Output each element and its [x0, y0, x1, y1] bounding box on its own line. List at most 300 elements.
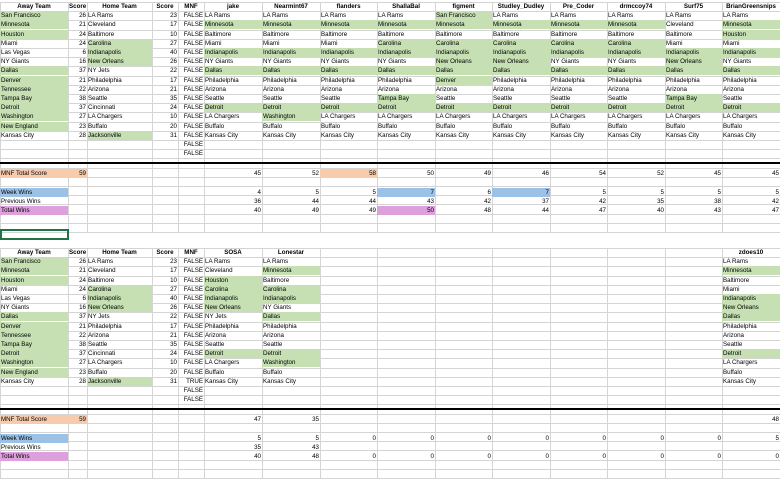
mnf-flag[interactable]: FALSE	[183, 359, 203, 367]
player-pick[interactable]: Philadelphia	[205, 322, 239, 330]
player-pick[interactable]: Detroit	[492, 103, 550, 112]
player-pick[interactable]: Indianapolis	[320, 48, 377, 57]
mnf-total-label[interactable]: MNF Total Score	[0, 415, 68, 424]
player-pick[interactable]: Detroit	[377, 103, 435, 112]
player-pick[interactable]: Buffalo	[436, 122, 456, 130]
mnf-flag[interactable]: FALSE	[183, 58, 203, 66]
player-pick[interactable]: Baltimore	[263, 276, 290, 284]
player-mnf-score[interactable]: 45	[254, 169, 261, 177]
player-pick[interactable]: Arizona	[205, 331, 226, 339]
player-pick[interactable]: Miami	[723, 39, 740, 47]
previous-wins-label[interactable]: Previous Wins	[1, 444, 41, 452]
header-mnf[interactable]: MNF	[184, 249, 198, 256]
player-pick[interactable]: Buffalo	[263, 122, 283, 130]
away-score[interactable]: 37	[79, 350, 86, 358]
player-pick[interactable]: LA Rams	[551, 12, 577, 20]
player-pick[interactable]: Detroit	[262, 103, 320, 112]
away-team[interactable]: Detroit	[0, 103, 68, 112]
player-pick[interactable]: Detroit	[262, 349, 320, 358]
player-total-wins[interactable]: 47	[599, 207, 606, 215]
home-score[interactable]: 17	[170, 322, 177, 330]
player-pick[interactable]: Indianapolis	[377, 48, 435, 57]
player-mnf-score[interactable]: 35	[312, 415, 319, 423]
home-team[interactable]: NY Jets	[88, 67, 110, 75]
player-pick[interactable]: Minnesota	[492, 20, 550, 29]
home-team[interactable]: Baltimore	[88, 276, 115, 284]
player-pick[interactable]: Baltimore	[436, 30, 463, 38]
player-week-wins[interactable]: 0	[372, 435, 376, 442]
away-team[interactable]: Tennessee	[0, 331, 68, 340]
away-score[interactable]: 22	[79, 85, 86, 93]
player-pick[interactable]: Indianapolis	[722, 48, 780, 57]
away-team[interactable]: Las Vegas	[1, 49, 30, 56]
away-team[interactable]: Tampa Bay	[0, 340, 68, 349]
player-mnf-score[interactable]: 47	[254, 415, 261, 423]
total-wins-label[interactable]: Total Wins	[0, 452, 68, 461]
mnf-flag[interactable]: FALSE	[183, 21, 203, 29]
home-score[interactable]: 24	[170, 104, 177, 112]
player-total-wins[interactable]: 49	[312, 207, 319, 215]
header-player[interactable]: Lonestar	[277, 249, 305, 256]
player-mnf-score[interactable]	[492, 415, 550, 424]
home-score[interactable]: 17	[170, 76, 177, 84]
player-pick[interactable]: Minnesota	[607, 20, 665, 29]
player-pick[interactable]: Miami	[723, 285, 740, 293]
home-score[interactable]: 26	[170, 304, 177, 312]
player-previous-wins[interactable]: 44	[312, 198, 319, 206]
player-pick[interactable]: Kansas City	[263, 131, 297, 139]
home-team[interactable]: Arizona	[88, 85, 109, 93]
player-pick[interactable]: LA Rams	[608, 12, 634, 20]
player-pick[interactable]: Buffalo	[205, 368, 225, 376]
player-previous-wins[interactable]: 42	[772, 198, 779, 206]
player-pick[interactable]: Indianapolis	[607, 48, 665, 57]
player-pick[interactable]: Kansas City	[723, 131, 757, 139]
home-team[interactable]: Cleveland	[88, 267, 116, 275]
player-pick[interactable]: Arizona	[666, 85, 687, 93]
player-mnf-score[interactable]	[550, 415, 607, 424]
player-week-wins[interactable]: 0	[487, 435, 491, 442]
home-score[interactable]: 22	[170, 313, 177, 321]
header-mnf[interactable]: MNF	[184, 3, 198, 10]
header-score[interactable]: Score	[69, 249, 87, 256]
away-team[interactable]: New England	[0, 368, 68, 377]
home-team[interactable]: Buffalo	[88, 368, 108, 376]
home-score[interactable]: 17	[170, 21, 177, 29]
player-pick[interactable]: New Orleans	[204, 303, 262, 312]
player-pick[interactable]: Dallas	[607, 66, 665, 75]
player-previous-wins[interactable]: 44	[369, 198, 376, 206]
player-pick[interactable]: NY Giants	[263, 304, 292, 312]
player-pick[interactable]: Minnesota	[722, 266, 780, 275]
player-pick[interactable]: New Orleans	[435, 57, 492, 66]
home-team[interactable]: Buffalo	[88, 122, 108, 130]
player-week-wins[interactable]: 5	[775, 435, 779, 442]
player-pick[interactable]: Minnesota	[722, 20, 780, 29]
mnf-flag[interactable]: FALSE	[183, 285, 203, 293]
player-pick[interactable]: Miami	[263, 39, 280, 47]
player-pick[interactable]: Minnesota	[204, 20, 262, 29]
total-wins-label[interactable]: Total Wins	[0, 206, 68, 215]
player-pick[interactable]: LA Chargers	[608, 113, 643, 121]
player-pick[interactable]: Philadelphia	[723, 322, 757, 330]
header-home-team[interactable]: Home Team	[102, 3, 137, 10]
home-score[interactable]: 17	[170, 267, 177, 275]
player-mnf-score[interactable]: 48	[772, 415, 779, 423]
header-player[interactable]	[377, 248, 435, 257]
player-pick[interactable]: Philadelphia	[263, 76, 297, 84]
player-mnf-score[interactable]: 46	[542, 169, 549, 177]
player-pick[interactable]: Arizona	[263, 331, 284, 339]
away-score[interactable]: 6	[82, 295, 86, 302]
away-score[interactable]: 21	[79, 21, 86, 29]
player-pick[interactable]: Minnesota	[262, 266, 320, 275]
player-total-wins[interactable]: 40	[657, 207, 664, 215]
home-score[interactable]: 23	[170, 12, 177, 20]
header-player[interactable]: BrianGreensnips	[726, 3, 776, 10]
player-pick[interactable]: New Orleans	[665, 57, 722, 66]
player-pick[interactable]: Dallas	[722, 66, 780, 75]
player-previous-wins[interactable]: 38	[714, 198, 721, 206]
player-previous-wins[interactable]: 35	[254, 444, 261, 452]
mnf-flag[interactable]: FALSE	[183, 12, 203, 20]
player-pick[interactable]: Detroit	[607, 103, 665, 112]
player-mnf-score[interactable]: 49	[484, 169, 491, 177]
player-pick[interactable]: Buffalo	[608, 122, 628, 130]
player-pick[interactable]: LA Chargers	[723, 113, 758, 121]
player-week-wins[interactable]: 0	[602, 435, 606, 442]
player-pick[interactable]: Minnesota	[377, 20, 435, 29]
player-previous-wins[interactable]	[377, 443, 435, 452]
home-team[interactable]: Carolina	[87, 39, 152, 48]
player-pick[interactable]: Indianapolis	[262, 294, 320, 303]
player-pick[interactable]: Indianapolis	[722, 294, 780, 303]
player-pick[interactable]: Carolina	[550, 39, 607, 48]
player-pick[interactable]: Kansas City	[205, 131, 239, 139]
away-score[interactable]: 21	[79, 76, 86, 84]
header-score[interactable]: Score	[69, 3, 87, 10]
player-total-wins[interactable]: 47	[772, 207, 779, 215]
away-team[interactable]: New England	[0, 122, 68, 131]
mnf-flag[interactable]: FALSE	[183, 122, 203, 130]
player-pick[interactable]: Kansas City	[436, 131, 470, 139]
player-pick[interactable]: LA Rams	[205, 12, 231, 20]
away-team[interactable]: Kansas City	[1, 131, 35, 139]
away-score[interactable]: 27	[79, 113, 86, 121]
player-pick[interactable]: Kansas City	[551, 131, 585, 139]
header-player[interactable]: figment	[452, 3, 475, 10]
player-pick[interactable]: Philadelphia	[493, 76, 527, 84]
player-pick[interactable]: Baltimore	[263, 30, 290, 38]
player-pick[interactable]: Arizona	[723, 331, 744, 339]
player-pick[interactable]: Dallas	[665, 66, 722, 75]
player-pick[interactable]: New Orleans	[492, 57, 550, 66]
home-score[interactable]: 35	[170, 95, 177, 102]
player-pick[interactable]: Carolina	[607, 39, 665, 48]
away-score[interactable]: 38	[79, 95, 86, 102]
player-total-wins[interactable]: 0	[487, 453, 491, 461]
header-player[interactable]	[435, 248, 492, 257]
player-pick[interactable]: Kansas City	[205, 377, 239, 385]
home-score[interactable]: 21	[170, 85, 177, 93]
away-score[interactable]: 23	[79, 122, 86, 130]
mnf-flag[interactable]: FALSE	[183, 368, 203, 376]
mnf-flag[interactable]: FALSE	[183, 30, 203, 38]
player-week-wins[interactable]: 5	[315, 189, 319, 196]
home-team[interactable]: Cincinnati	[88, 104, 116, 112]
home-score[interactable]: 10	[170, 276, 177, 284]
player-pick[interactable]: Seattle	[551, 95, 571, 102]
player-previous-wins[interactable]: 37	[542, 198, 549, 206]
player-pick[interactable]: Detroit	[320, 103, 377, 112]
player-mnf-score[interactable]: 58	[320, 169, 377, 178]
home-team[interactable]: Cincinnati	[88, 350, 116, 358]
player-week-wins[interactable]: 5	[660, 189, 664, 196]
mnf-flag[interactable]: FALSE	[183, 104, 203, 112]
header-player[interactable]: Surf75	[683, 3, 704, 10]
player-pick[interactable]: LA Chargers	[551, 113, 586, 121]
away-team[interactable]: San Francisco	[0, 11, 68, 20]
header-player[interactable]	[550, 248, 607, 257]
player-pick[interactable]: Philadelphia	[723, 76, 757, 84]
player-total-wins[interactable]: 48	[312, 453, 319, 461]
home-team[interactable]: Indianapolis	[87, 48, 152, 57]
home-team[interactable]: Jacksonville	[87, 131, 152, 140]
player-pick[interactable]: LA Chargers	[205, 113, 240, 121]
player-pick[interactable]: Cleveland	[666, 21, 694, 29]
player-total-wins[interactable]: 0	[775, 453, 779, 461]
away-team[interactable]: Washington	[0, 358, 68, 367]
player-pick[interactable]: Cleveland	[205, 267, 233, 275]
player-week-wins[interactable]: 7	[492, 188, 550, 197]
away-team[interactable]: Denver	[0, 322, 68, 331]
player-week-wins[interactable]: 5	[602, 189, 606, 196]
away-team[interactable]: Kansas City	[1, 377, 35, 385]
away-team[interactable]: San Francisco	[0, 257, 68, 266]
home-score[interactable]: 10	[170, 359, 177, 367]
player-total-wins[interactable]: 48	[484, 207, 491, 215]
mnf-flag[interactable]: FALSE	[183, 95, 203, 102]
player-total-wins[interactable]: 0	[372, 453, 376, 461]
player-previous-wins[interactable]: 43	[312, 444, 319, 452]
player-pick[interactable]: Carolina	[377, 39, 435, 48]
player-pick[interactable]: Kansas City	[723, 377, 757, 385]
player-pick[interactable]: NY Giants	[608, 58, 637, 66]
player-pick[interactable]: Buffalo	[378, 122, 398, 130]
player-previous-wins[interactable]	[722, 443, 780, 452]
home-score[interactable]: 40	[170, 295, 177, 302]
player-pick[interactable]: Buffalo	[205, 122, 225, 130]
player-pick[interactable]: Indianapolis	[435, 48, 492, 57]
player-pick[interactable]: NY Giants	[205, 58, 234, 66]
player-pick[interactable]: New Orleans	[722, 303, 780, 312]
home-score[interactable]: 20	[170, 368, 177, 376]
player-pick[interactable]: Houston	[722, 30, 780, 39]
home-team[interactable]: Philadelphia	[88, 76, 122, 84]
home-score[interactable]: 22	[170, 67, 177, 75]
player-previous-wins[interactable]	[492, 443, 550, 452]
home-team[interactable]: Indianapolis	[87, 294, 152, 303]
week-wins-label[interactable]: Week Wins	[0, 434, 68, 443]
away-score[interactable]: 24	[79, 30, 86, 38]
mnf-flag[interactable]: FALSE	[183, 49, 203, 56]
player-pick[interactable]: Buffalo	[493, 122, 513, 130]
mnf-flag[interactable]: FALSE	[183, 258, 203, 266]
player-previous-wins[interactable]: 35	[657, 198, 664, 206]
player-pick[interactable]: Arizona	[493, 85, 514, 93]
away-team[interactable]: Detroit	[0, 349, 68, 358]
player-pick[interactable]: Detroit	[722, 103, 780, 112]
away-score[interactable]: 24	[79, 276, 86, 284]
player-previous-wins[interactable]	[607, 443, 665, 452]
away-team[interactable]: Houston	[0, 276, 68, 285]
player-total-wins[interactable]: 40	[254, 207, 261, 215]
player-pick[interactable]: Buffalo	[723, 122, 743, 130]
mnf-total-value[interactable]: 59	[68, 415, 87, 424]
player-pick[interactable]: LA Chargers	[723, 359, 758, 367]
player-pick[interactable]: LA Chargers	[321, 113, 356, 121]
previous-wins-label[interactable]: Previous Wins	[1, 198, 41, 206]
away-score[interactable]: 16	[79, 304, 86, 312]
player-total-wins[interactable]: 43	[714, 207, 721, 215]
player-week-wins[interactable]: 5	[315, 435, 319, 442]
away-score[interactable]: 37	[79, 313, 86, 321]
header-player[interactable]: Studley_Dudley	[497, 3, 545, 10]
away-team[interactable]: Minnesota	[0, 20, 68, 29]
away-score[interactable]: 26	[79, 12, 86, 20]
player-pick[interactable]: NY Giants	[263, 58, 292, 66]
home-score[interactable]: 27	[170, 39, 177, 47]
player-pick[interactable]: LA Chargers	[205, 359, 240, 367]
mnf-flag[interactable]: FALSE	[183, 267, 203, 275]
player-pick[interactable]: Philadelphia	[378, 76, 412, 84]
player-pick[interactable]: Houston	[204, 276, 262, 285]
player-pick[interactable]: Washington	[262, 358, 320, 367]
mnf-flag[interactable]: FALSE	[183, 141, 203, 148]
player-pick[interactable]: Buffalo	[551, 122, 571, 130]
player-pick[interactable]: Miami	[321, 39, 338, 47]
player-pick[interactable]: Denver	[435, 76, 492, 85]
player-previous-wins[interactable]: 42	[599, 198, 606, 206]
player-pick[interactable]: Dallas	[320, 66, 377, 75]
player-pick[interactable]: Dallas	[377, 66, 435, 75]
player-pick[interactable]: Detroit	[722, 349, 780, 358]
player-pick[interactable]: Dallas	[204, 66, 262, 75]
home-team[interactable]: New Orleans	[87, 303, 152, 312]
player-pick[interactable]: Minnesota	[550, 20, 607, 29]
player-week-wins[interactable]: 6	[487, 189, 491, 196]
player-pick[interactable]: Seattle	[608, 95, 628, 102]
player-pick[interactable]: LA Rams	[263, 12, 289, 20]
player-previous-wins[interactable]: 42	[484, 198, 491, 206]
home-team[interactable]: New Orleans	[87, 57, 152, 66]
player-pick[interactable]: Buffalo	[321, 122, 341, 130]
player-pick[interactable]: Arizona	[321, 85, 342, 93]
player-pick[interactable]: NY Giants	[551, 58, 580, 66]
player-pick[interactable]: Arizona	[436, 85, 457, 93]
player-pick[interactable]: Carolina	[204, 285, 262, 294]
home-score[interactable]: 31	[170, 131, 177, 139]
player-total-wins[interactable]: 0	[717, 453, 721, 461]
home-score[interactable]: 31	[170, 377, 177, 385]
mnf-flag[interactable]: FALSE	[183, 322, 203, 330]
header-player[interactable]: jake	[226, 3, 240, 10]
player-mnf-score[interactable]	[320, 415, 377, 424]
mnf-flag[interactable]: FALSE	[183, 304, 203, 312]
away-team[interactable]: NY Giants	[1, 304, 30, 312]
player-mnf-score[interactable]: 52	[657, 169, 664, 177]
player-pick[interactable]: Washington	[262, 112, 320, 121]
home-team[interactable]: LA Rams	[88, 12, 114, 20]
away-score[interactable]: 21	[79, 267, 86, 275]
player-pick[interactable]: Dallas	[435, 66, 492, 75]
player-pick[interactable]: Arizona	[608, 85, 629, 93]
player-pick[interactable]: Detroit	[550, 103, 607, 112]
player-pick[interactable]: Baltimore	[378, 30, 405, 38]
player-mnf-score[interactable]: 52	[312, 169, 319, 177]
player-pick[interactable]: LA Rams	[321, 12, 347, 20]
away-team[interactable]: NY Giants	[1, 58, 30, 66]
header-player[interactable]: Nearmint67	[274, 3, 308, 10]
home-team[interactable]: Baltimore	[88, 30, 115, 38]
player-pick[interactable]: LA Rams	[493, 12, 519, 20]
player-pick[interactable]: LA Rams	[666, 12, 692, 20]
header-player[interactable]: Pre_Coder	[562, 3, 595, 10]
player-pick[interactable]: LA Chargers	[436, 113, 471, 121]
player-pick[interactable]: Seattle	[321, 95, 341, 102]
home-team[interactable]: Cleveland	[88, 21, 116, 29]
player-pick[interactable]: LA Rams	[263, 258, 289, 266]
player-pick[interactable]: Arizona	[723, 85, 744, 93]
away-score[interactable]: 6	[82, 49, 86, 56]
home-score[interactable]: 21	[170, 331, 177, 339]
player-pick[interactable]: Tampa Bay	[377, 94, 435, 103]
player-pick[interactable]: Seattle	[263, 95, 283, 102]
player-previous-wins[interactable]	[550, 443, 607, 452]
mnf-flag[interactable]: TRUE	[186, 377, 203, 385]
player-pick[interactable]: Baltimore	[551, 30, 578, 38]
away-team[interactable]: Las Vegas	[1, 295, 30, 302]
player-pick[interactable]: Philadelphia	[205, 76, 239, 84]
player-pick[interactable]: Kansas City	[666, 131, 700, 139]
player-mnf-score[interactable]	[607, 415, 665, 424]
player-total-wins[interactable]: 0	[545, 453, 549, 461]
mnf-flag[interactable]: FALSE	[183, 131, 203, 139]
mnf-flag[interactable]: FALSE	[183, 67, 203, 75]
player-pick[interactable]: Detroit	[435, 103, 492, 112]
player-pick[interactable]: Baltimore	[493, 30, 520, 38]
away-team[interactable]: Denver	[0, 76, 68, 85]
mnf-flag[interactable]: FALSE	[183, 113, 203, 121]
player-pick[interactable]: Seattle	[436, 95, 456, 102]
home-team[interactable]: Seattle	[88, 341, 108, 348]
away-team[interactable]: Tampa Bay	[0, 94, 68, 103]
player-pick[interactable]: Detroit	[204, 103, 262, 112]
home-team[interactable]: Carolina	[87, 285, 152, 294]
away-score[interactable]: 38	[79, 341, 86, 348]
mnf-flag[interactable]: FALSE	[183, 276, 203, 284]
away-team[interactable]: Dallas	[0, 66, 68, 75]
player-pick[interactable]: LA Rams	[205, 258, 231, 266]
away-team[interactable]: Miami	[1, 285, 18, 293]
home-team[interactable]: Jacksonville	[87, 377, 152, 386]
player-pick[interactable]: NY Giants	[321, 58, 350, 66]
home-score[interactable]: 27	[170, 285, 177, 293]
player-pick[interactable]: Seattle	[205, 341, 225, 348]
player-pick[interactable]: Carolina	[262, 285, 320, 294]
player-week-wins[interactable]: 0	[717, 435, 721, 442]
player-pick[interactable]: Indianapolis	[204, 294, 262, 303]
